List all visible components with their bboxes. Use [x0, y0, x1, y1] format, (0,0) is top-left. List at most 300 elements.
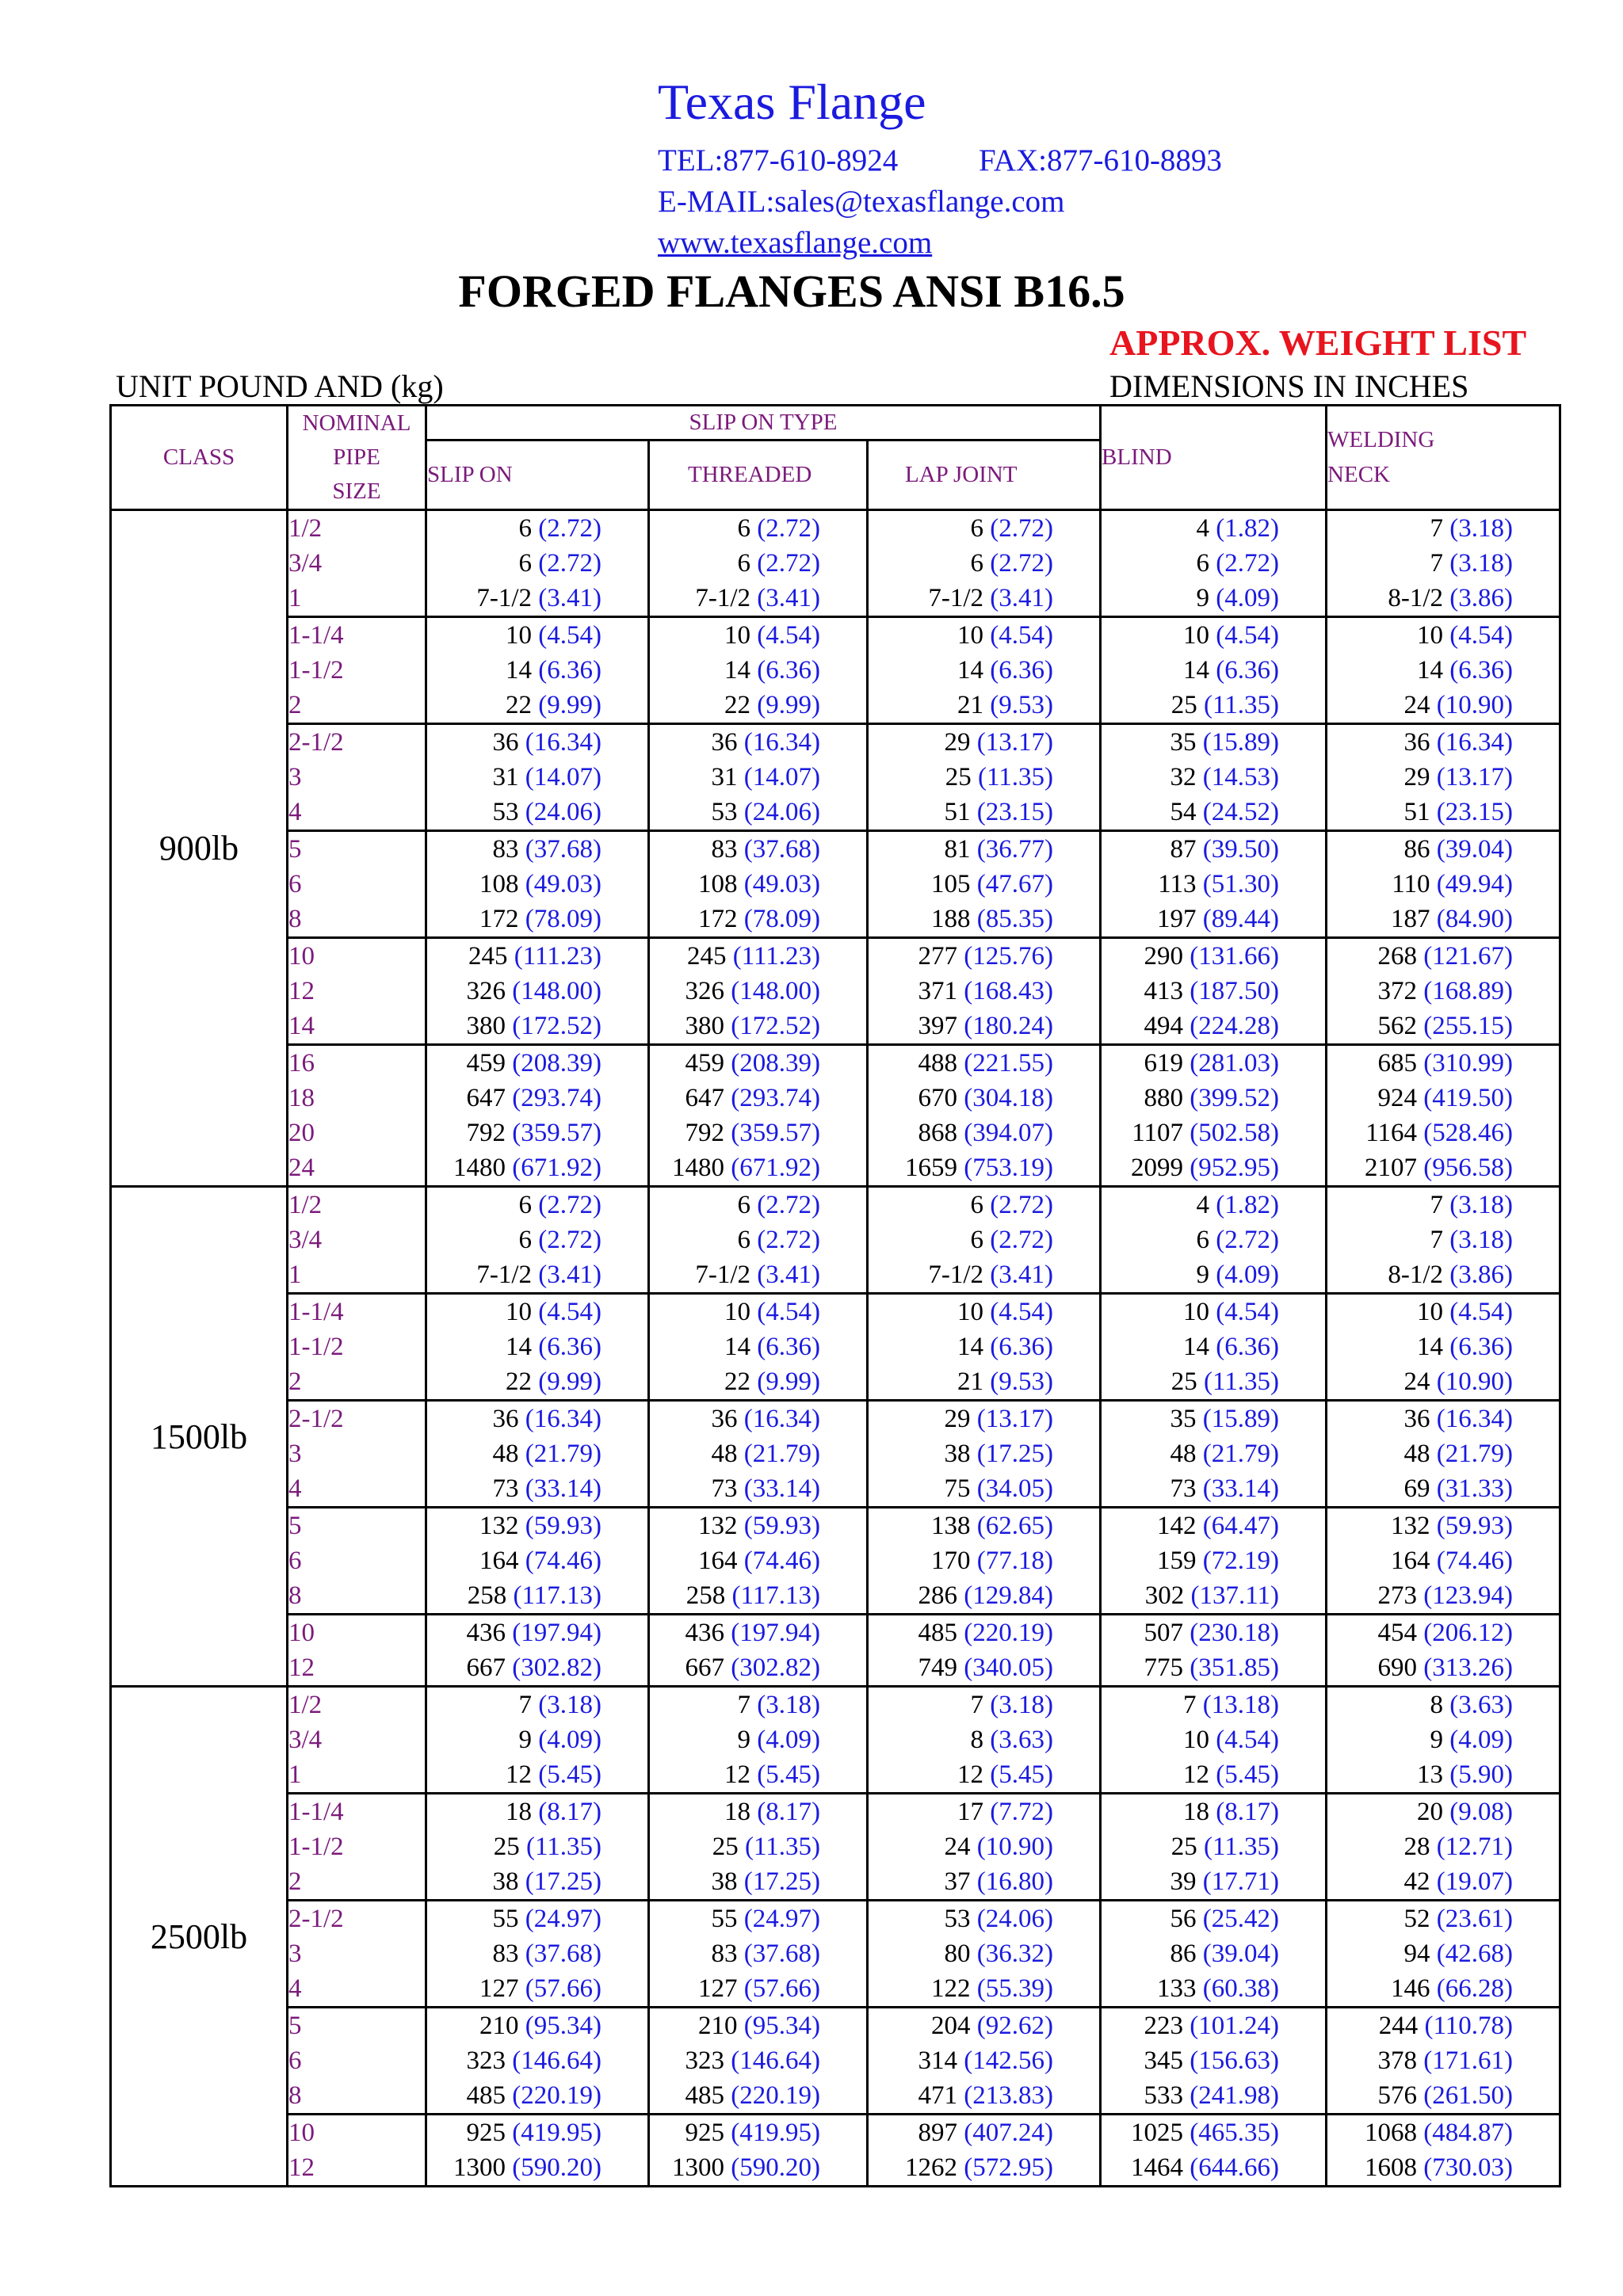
weight-lb: 690 — [1377, 1653, 1418, 1682]
weight-value — [1102, 832, 1325, 867]
weight-lb: 51 — [944, 798, 971, 826]
weight-lb: 245 — [468, 942, 508, 971]
weight-lb: 494 — [1144, 1012, 1184, 1040]
weight-kg: (59.93) — [743, 1512, 820, 1540]
weight-cell-blind — [1101, 1508, 1327, 1615]
pipe-size: 1/2 — [288, 1191, 323, 1219]
weight-kg: (49.94) — [1436, 870, 1514, 898]
weight-kg: (39.04) — [1202, 1939, 1280, 1968]
weight-value — [1327, 1081, 1559, 1116]
weight-kg: (4.54) — [990, 1298, 1054, 1326]
weight-lb: 29 — [944, 1405, 971, 1433]
weight-kg: (3.18) — [538, 1691, 601, 1719]
weight-value — [1327, 511, 1559, 546]
weight-lb: 28 — [1403, 1833, 1430, 1861]
weight-kg: (146.64) — [731, 2046, 820, 2075]
weight-lb: 14 — [1183, 1333, 1210, 1361]
weight-kg: (17.71) — [1202, 1867, 1280, 1896]
weight-lb: 6 — [737, 1226, 751, 1254]
weight-lb: 10 — [957, 1298, 984, 1326]
weight-lb: 164 — [698, 1547, 738, 1575]
pipe-size: 3/4 — [288, 1226, 323, 1254]
weight-value — [1327, 974, 1559, 1009]
weight-value — [869, 1364, 1099, 1399]
weight-lb: 53 — [492, 798, 519, 826]
weight-value — [650, 795, 866, 830]
weight-lb: 7 — [970, 1691, 984, 1719]
weight-kg: (95.34) — [743, 2012, 820, 2040]
weight-kg: (3.41) — [538, 584, 601, 612]
weight-value — [650, 1864, 866, 1899]
pipe-size: 10 — [288, 942, 315, 971]
weight-lb: 127 — [698, 1974, 738, 2003]
pipe-size: 16 — [288, 1049, 315, 1077]
weight-kg: (6.36) — [757, 656, 820, 685]
company-name: Texas Flange — [658, 74, 926, 130]
weight-cell-slip-on — [426, 2115, 649, 2187]
weight-cell-lap-joint — [868, 2008, 1101, 2115]
weight-value — [427, 902, 647, 936]
weight-lb: 86 — [1403, 835, 1430, 864]
weight-kg: (2.72) — [538, 1226, 601, 1254]
weight-value — [1327, 546, 1559, 581]
weight-value — [650, 1543, 866, 1578]
weight-kg: (16.34) — [743, 1405, 820, 1433]
weight-value — [1102, 1364, 1325, 1399]
table-row-group — [111, 1187, 1560, 1294]
weight-lb: 21 — [957, 691, 984, 719]
pipe-size: 1-1/4 — [288, 621, 344, 650]
weight-kg: (47.67) — [976, 870, 1054, 898]
weight-lb: 371 — [918, 977, 958, 1005]
weight-kg: (8.17) — [757, 1798, 820, 1826]
pipe-size-cell — [288, 617, 426, 724]
weight-kg: (2.72) — [538, 514, 601, 543]
weight-value — [1102, 1257, 1325, 1292]
weight-lb: 36 — [711, 728, 738, 757]
weight-value — [650, 2078, 866, 2113]
header-class: CLASS — [111, 406, 288, 510]
weight-kg: (64.47) — [1202, 1512, 1280, 1540]
weight-lb: 105 — [931, 870, 971, 898]
weight-cell-threaded — [649, 724, 868, 831]
pipe-size: 8 — [288, 1581, 302, 1610]
weight-kg: (5.45) — [757, 1760, 820, 1789]
weight-kg: (1.82) — [1216, 514, 1280, 543]
weight-cell-slip-on — [426, 510, 649, 617]
weight-lb: 880 — [1144, 1084, 1184, 1112]
weight-lb: 87 — [1170, 835, 1197, 864]
weight-lb: 10 — [506, 621, 533, 650]
weight-kg: (4.09) — [757, 1726, 820, 1754]
weight-cell-lap-joint — [868, 1901, 1101, 2008]
pipe-size: 1-1/4 — [288, 1298, 344, 1326]
weight-lb: 12 — [1183, 1760, 1210, 1789]
unit-note: UNIT POUND AND (kg) — [116, 368, 444, 404]
weight-cell-threaded — [649, 2115, 868, 2187]
weight-value — [869, 546, 1099, 581]
weight-value — [1102, 902, 1325, 936]
weight-kg: (78.09) — [525, 905, 601, 933]
weight-lb: 268 — [1377, 942, 1418, 971]
weight-lb: 302 — [1144, 1581, 1185, 1610]
weight-table — [109, 404, 1561, 2187]
pipe-size: 14 — [288, 1012, 315, 1040]
weight-value — [869, 867, 1099, 902]
weight-kg: (6.36) — [1449, 656, 1514, 685]
weight-lb: 51 — [1403, 798, 1430, 826]
weight-value — [869, 1829, 1099, 1864]
pipe-size-cell — [288, 938, 426, 1045]
weight-value — [1327, 1508, 1559, 1543]
weight-kg: (168.89) — [1423, 977, 1514, 1005]
weight-value — [427, 2150, 647, 2185]
weight-kg: (23.61) — [1436, 1905, 1514, 1933]
weight-lb: 7-1/2 — [476, 1261, 533, 1289]
weight-kg: (310.99) — [1423, 1049, 1514, 1077]
weight-lb: 22 — [724, 691, 751, 719]
pipe-size: 1-1/2 — [288, 656, 344, 685]
weight-kg: (51.30) — [1202, 870, 1280, 898]
weight-lb: 108 — [698, 870, 738, 898]
weight-lb: 7 — [1430, 1226, 1444, 1254]
weight-cell-slip-on — [426, 1294, 649, 1401]
weight-value — [1102, 1757, 1325, 1792]
pipe-size: 12 — [288, 2153, 315, 2182]
weight-value — [427, 1688, 647, 1722]
weight-lb: 132 — [698, 1512, 738, 1540]
weight-kg: (24.52) — [1202, 798, 1280, 826]
weight-lb: 83 — [711, 835, 738, 864]
pipe-size: 24 — [288, 1154, 315, 1182]
weight-value — [427, 795, 647, 830]
pipe-size-cell — [288, 1615, 426, 1687]
weight-kg: (34.05) — [976, 1474, 1054, 1503]
weight-kg: (14.07) — [743, 763, 820, 791]
weight-kg: (4.09) — [538, 1726, 601, 1754]
weight-kg: (224.28) — [1190, 1012, 1280, 1040]
fax: FAX:877-610-8893 — [979, 143, 1222, 177]
weight-value — [427, 1829, 647, 1864]
pipe-size: 1 — [288, 1261, 302, 1289]
weight-kg: (39.04) — [1436, 835, 1514, 864]
weight-lb: 323 — [685, 2046, 725, 2075]
weight-value — [1102, 1971, 1325, 2006]
weight-cell-slip-on — [426, 1187, 649, 1294]
weight-value — [869, 1901, 1099, 1936]
weight-kg: (4.09) — [1216, 584, 1280, 612]
weight-lb: 273 — [1377, 1581, 1418, 1610]
weight-kg: (12.71) — [1436, 1833, 1514, 1861]
weight-kg: (221.55) — [964, 1049, 1054, 1077]
weight-value — [1327, 867, 1559, 902]
weight-kg: (2.72) — [538, 1191, 601, 1219]
weight-lb: 1480 — [453, 1154, 506, 1182]
weight-value — [869, 1508, 1099, 1543]
weight-cell-threaded — [649, 510, 868, 617]
weight-value — [1102, 1295, 1325, 1329]
pipe-size: 12 — [288, 1653, 315, 1682]
weight-lb: 53 — [711, 798, 738, 826]
weight-kg: (230.18) — [1190, 1619, 1280, 1647]
weight-lb: 10 — [1183, 1298, 1210, 1326]
weight-value — [650, 1081, 866, 1116]
weight-kg: (17.25) — [525, 1867, 601, 1896]
weight-kg: (9.99) — [538, 1367, 601, 1396]
weight-value — [650, 2115, 866, 2150]
weight-kg: (590.20) — [731, 2153, 820, 2182]
table-row-group — [111, 1508, 1560, 1615]
weight-value — [650, 1829, 866, 1864]
weight-value — [427, 1971, 647, 2006]
weight-kg: (313.26) — [1423, 1653, 1514, 1682]
weight-value — [650, 1436, 866, 1471]
weight-lb: 24 — [944, 1833, 971, 1861]
weight-lb: 314 — [918, 2046, 958, 2075]
weight-value — [1327, 760, 1559, 795]
weight-value — [869, 1794, 1099, 1829]
weight-value — [650, 1794, 866, 1829]
weight-lb: 1659 — [905, 1154, 958, 1182]
weight-value — [650, 1222, 866, 1257]
weight-lb: 146 — [1391, 1974, 1430, 2003]
weight-value — [650, 653, 866, 688]
weight-kg: (74.46) — [525, 1547, 601, 1575]
weight-kg: (340.05) — [964, 1653, 1054, 1682]
weight-lb: 4 — [1196, 514, 1210, 543]
pipe-size: 10 — [288, 2119, 315, 2147]
weight-lb: 14 — [957, 656, 984, 685]
weight-value — [650, 1722, 866, 1757]
weight-value — [1327, 618, 1559, 653]
weight-kg: (168.43) — [964, 977, 1054, 1005]
pipe-size: 2-1/2 — [288, 1905, 344, 1933]
weight-lb: 7-1/2 — [695, 1261, 751, 1289]
weight-value — [1327, 939, 1559, 974]
weight-lb: 925 — [685, 2119, 725, 2147]
weight-lb: 22 — [506, 1367, 533, 1396]
weight-cell-blind — [1101, 1187, 1327, 1294]
weight-value — [427, 653, 647, 688]
weight-kg: (952.95) — [1190, 1154, 1280, 1182]
weight-cell-welding-neck — [1327, 1187, 1560, 1294]
weight-lb: 197 — [1157, 905, 1197, 933]
weight-cell-welding-neck — [1327, 510, 1560, 617]
weight-value — [650, 1329, 866, 1364]
weight-cell-blind — [1101, 1615, 1327, 1687]
weight-kg: (2.72) — [1216, 549, 1280, 578]
weight-cell-welding-neck — [1327, 1901, 1560, 2008]
weight-value — [869, 1650, 1099, 1685]
weight-cell-slip-on — [426, 724, 649, 831]
weight-kg: (129.84) — [964, 1581, 1054, 1610]
class-label: 2500lb — [111, 1687, 288, 2187]
weight-value — [1102, 1901, 1325, 1936]
weight-kg: (220.19) — [964, 1619, 1054, 1647]
weight-lb: 286 — [918, 1581, 958, 1610]
weight-kg: (78.09) — [743, 905, 820, 933]
weight-cell-slip-on — [426, 1615, 649, 1687]
weight-lb: 9 — [1196, 584, 1210, 612]
weight-value — [869, 1722, 1099, 1757]
weight-value — [650, 1508, 866, 1543]
weight-value — [650, 1188, 866, 1222]
weight-lb: 397 — [918, 1012, 958, 1040]
weight-cell-blind — [1101, 1294, 1327, 1401]
weight-kg: (351.85) — [1190, 1653, 1280, 1682]
weight-value — [650, 618, 866, 653]
weight-kg: (4.54) — [1216, 621, 1280, 650]
weight-lb: 24 — [1403, 691, 1430, 719]
weight-value — [427, 581, 647, 616]
weight-lb: 576 — [1377, 2081, 1418, 2110]
weight-cell-threaded — [649, 1794, 868, 1901]
weight-lb: 244 — [1378, 2012, 1419, 2040]
weight-value — [869, 832, 1099, 867]
weight-kg: (9.08) — [1449, 1798, 1514, 1826]
weight-value — [869, 1971, 1099, 2006]
weight-kg: (148.00) — [512, 977, 601, 1005]
weight-value — [869, 1081, 1099, 1116]
weight-lb: 110 — [1392, 870, 1430, 898]
weight-lb: 454 — [1377, 1619, 1418, 1647]
weight-lb: 10 — [724, 1298, 751, 1326]
pipe-size: 12 — [288, 977, 315, 1005]
weight-lb: 6 — [518, 514, 533, 543]
weight-lb: 36 — [492, 728, 519, 757]
weight-kg: (39.50) — [1202, 835, 1280, 864]
weight-cell-threaded — [649, 1187, 868, 1294]
weight-kg: (19.07) — [1436, 1867, 1514, 1896]
weight-kg: (172.52) — [731, 1012, 820, 1040]
weight-value — [1327, 688, 1559, 723]
weight-kg: (23.15) — [976, 798, 1054, 826]
weight-value — [427, 760, 647, 795]
weight-kg: (293.74) — [512, 1084, 601, 1112]
weight-cell-lap-joint — [868, 1687, 1101, 1794]
weight-lb: 345 — [1144, 2046, 1184, 2075]
weight-lb: 210 — [479, 2012, 519, 2040]
weight-value — [1102, 1508, 1325, 1543]
weight-kg: (241.98) — [1190, 2081, 1280, 2110]
weight-value — [869, 1615, 1099, 1650]
pipe-size: 2 — [288, 1867, 302, 1896]
pipe-size-cell — [288, 724, 426, 831]
weight-value — [869, 2043, 1099, 2078]
weight-kg: (95.34) — [525, 2012, 601, 2040]
weight-kg: (572.95) — [964, 2153, 1054, 2182]
weight-kg: (2.72) — [990, 1226, 1054, 1254]
weight-kg: (13.17) — [976, 1405, 1054, 1433]
weight-lb: 35 — [1170, 728, 1197, 757]
weight-kg: (121.67) — [1423, 942, 1514, 971]
weight-lb: 10 — [1417, 1298, 1444, 1326]
weight-value — [1327, 1471, 1559, 1506]
weight-lb: 52 — [1403, 1905, 1430, 1933]
weight-kg: (31.33) — [1436, 1474, 1514, 1503]
header-slip-on: SLIP ON — [426, 441, 649, 510]
weight-value — [1327, 1650, 1559, 1685]
pipe-size: 4 — [288, 1474, 302, 1503]
weight-kg: (220.19) — [512, 2081, 601, 2110]
weight-value — [869, 581, 1099, 616]
weight-kg: (89.44) — [1202, 905, 1280, 933]
weight-kg: (528.46) — [1423, 1119, 1514, 1147]
weight-lb: 94 — [1403, 1939, 1430, 1968]
weight-value — [1102, 1402, 1325, 1436]
weight-value — [427, 1436, 647, 1471]
weight-lb: 55 — [711, 1905, 738, 1933]
weight-value — [1327, 653, 1559, 688]
weight-kg: (16.34) — [743, 728, 820, 757]
weight-cell-slip-on — [426, 831, 649, 938]
weight-kg: (1.82) — [1216, 1191, 1280, 1219]
weight-lb: 7 — [1430, 1191, 1444, 1219]
weight-lb: 619 — [1144, 1049, 1184, 1077]
weight-value — [427, 1188, 647, 1222]
weight-kg: (753.19) — [964, 1154, 1054, 1182]
weight-kg: (146.64) — [512, 2046, 601, 2075]
weight-lb: 647 — [685, 1084, 725, 1112]
weight-lb: 122 — [931, 1974, 971, 2003]
weight-kg: (4.54) — [1216, 1726, 1280, 1754]
weight-kg: (10.90) — [1436, 1367, 1514, 1396]
weight-value — [1327, 1688, 1559, 1722]
weight-kg: (3.18) — [1449, 1226, 1514, 1254]
weight-lb: 138 — [931, 1512, 971, 1540]
weight-lb: 14 — [1417, 656, 1444, 685]
weight-value — [869, 2115, 1099, 2150]
weight-value — [869, 1471, 1099, 1506]
weight-lb: 29 — [944, 728, 971, 757]
weight-kg: (2.72) — [990, 1191, 1054, 1219]
table-row-group — [111, 1045, 1560, 1187]
weight-lb: 488 — [918, 1049, 958, 1077]
weight-value — [427, 832, 647, 867]
header-neck-line: NECK — [1327, 462, 1390, 487]
pipe-size: 3 — [288, 1939, 302, 1968]
weight-lb: 48 — [711, 1440, 738, 1468]
weight-value — [1327, 1046, 1559, 1081]
weight-value — [427, 1615, 647, 1650]
weight-kg: (17.25) — [743, 1867, 820, 1896]
pipe-size: 20 — [288, 1119, 315, 1147]
weight-lb: 485 — [685, 2081, 725, 2110]
document-subtitle: APPROX. WEIGHT LIST — [1109, 322, 1527, 363]
weight-kg: (2.72) — [757, 1191, 820, 1219]
weight-lb: 924 — [1377, 1084, 1418, 1112]
weight-kg: (730.03) — [1423, 2153, 1514, 2182]
website-link[interactable]: www.texasflange.com — [658, 226, 933, 260]
pipe-size: 3 — [288, 1440, 302, 1468]
header-lap-joint: LAP JOINT — [868, 441, 1101, 510]
weight-lb: 868 — [918, 1119, 958, 1147]
weight-lb: 132 — [479, 1512, 519, 1540]
weight-lb: 69 — [1403, 1474, 1430, 1503]
weight-value — [427, 1864, 647, 1899]
weight-value — [1102, 760, 1325, 795]
weight-lb: 31 — [492, 763, 519, 791]
weight-value — [650, 546, 866, 581]
weight-value — [427, 1936, 647, 1971]
weight-kg: (11.35) — [978, 763, 1054, 791]
weight-value — [427, 618, 647, 653]
weight-value — [869, 1543, 1099, 1578]
document-title: FORGED FLANGES ANSI B16.5 — [458, 265, 1125, 317]
weight-value — [427, 1081, 647, 1116]
weight-kg: (2.72) — [757, 1226, 820, 1254]
weight-lb: 14 — [506, 656, 533, 685]
